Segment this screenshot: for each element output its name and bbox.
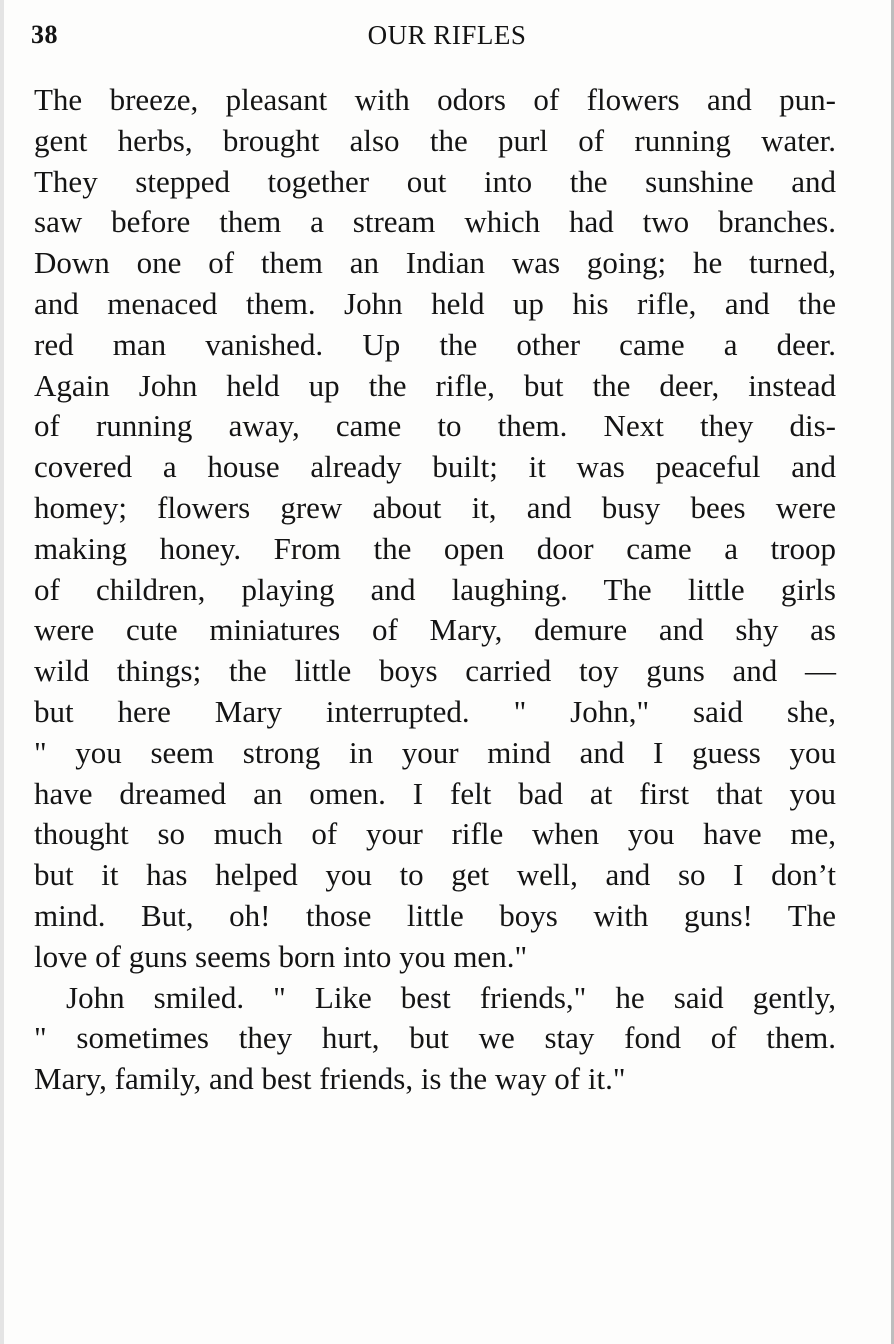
text-line: Again John held up the rifle, but the deer, instead	[34, 367, 836, 403]
text-line: red man vanished. Up the other came a deer.	[34, 326, 836, 362]
text-line: gent herbs, brought also the purl of running water.	[34, 122, 836, 158]
text-line: but here Mary interrupted. " John," said she,	[34, 693, 836, 729]
text-line: thought so much of your rifle when you have me,	[34, 816, 836, 852]
text-line: saw before them a stream which had two branches.	[34, 204, 836, 240]
text-line: They stepped together out into the sunshine and	[34, 163, 836, 199]
text-line: wild things; the little boys carried toy guns and —	[34, 653, 836, 689]
text-line: John smiled. " Like best friends," he said gently,	[66, 979, 836, 1015]
running-title: OUR RIFLES	[367, 20, 527, 50]
text-line: have dreamed an omen. I felt bad at first that you	[34, 775, 836, 811]
text-line: covered a house already built; it was peaceful and	[34, 449, 836, 485]
text-line: " you seem strong in your mind and I guess you	[34, 734, 836, 770]
text-line: of children, playing and laughing. The little girls	[34, 571, 836, 607]
text-line: of running away, came to them. Next they dis-	[34, 408, 836, 444]
text-line: and menaced them. John held up his rifle, and the	[34, 285, 836, 321]
text-line: Mary, family, and best friends, is the way of it."	[34, 1061, 626, 1097]
paragraph-2	[34, 978, 836, 1100]
text-line: were cute miniatures of Mary, demure and shy as	[34, 612, 836, 648]
text-line: The breeze, pleasant with odors of flowers and pun-	[34, 82, 836, 117]
body-text	[34, 80, 836, 1100]
text-line: making honey. From the open door came a troop	[34, 530, 836, 566]
page-number: 38	[31, 20, 58, 49]
text-line: Down one of them an Indian was going; he turned,	[34, 245, 836, 281]
text-line: love of guns seems born into you men."	[34, 938, 528, 974]
text-line: homey; flowers grew about it, and busy bees were	[34, 489, 836, 525]
text-line: but it has helped you to get well, and so I don’t	[34, 857, 836, 893]
text-line: mind. But, oh! those little boys with guns! The	[34, 897, 836, 933]
running-head	[31, 20, 833, 54]
paragraph-1	[34, 80, 836, 978]
text-line: " sometimes they hurt, but we stay fond of them.	[34, 1020, 836, 1056]
